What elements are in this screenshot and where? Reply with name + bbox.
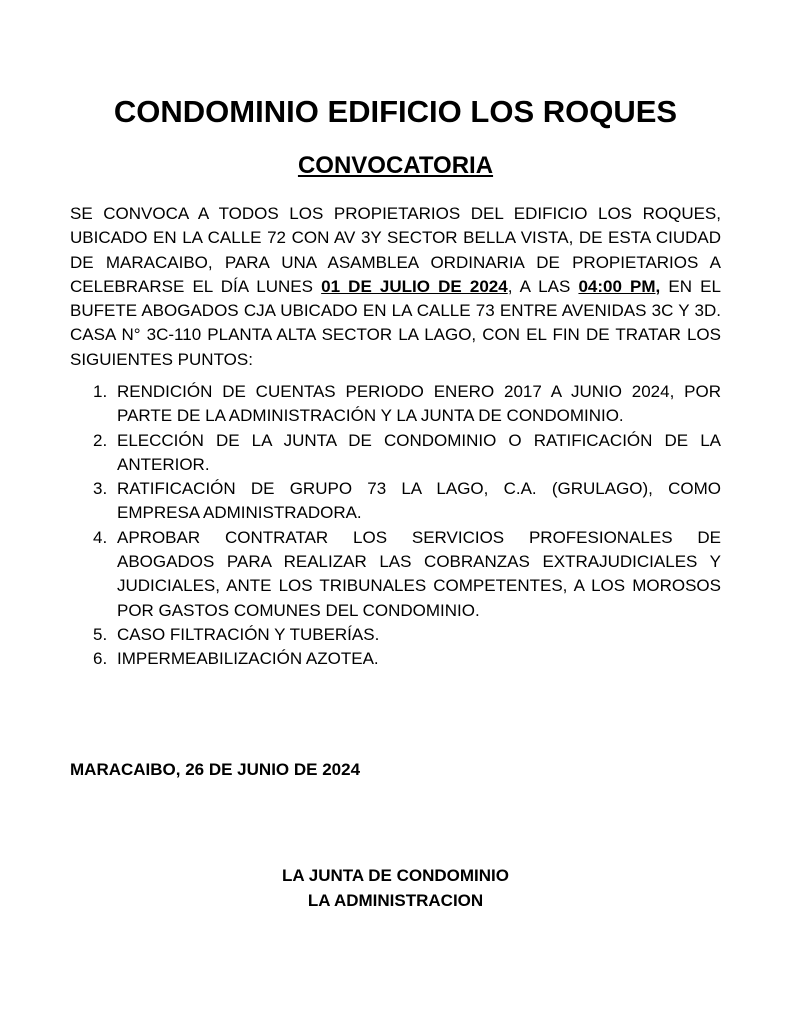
list-item <box>72 429 721 478</box>
list-item-number: 1. <box>93 382 108 401</box>
list-item-text: ELECCIÓN DE LA JUNTA DE CONDOMINIO O RATIFICACIÓN DE LA ANTERIOR. <box>117 430 721 474</box>
list-item-number: 4. <box>93 527 108 547</box>
list-item-text: RATIFICACIÓN DE GRUPO 73 LA LAGO, C.A. (GRULAGO), COMO EMPRESA ADMINISTRADORA. <box>117 479 721 523</box>
list-item-number: 6. <box>93 649 108 669</box>
agenda-list <box>72 380 721 672</box>
intro-paragraph <box>70 202 721 372</box>
list-item <box>72 526 721 623</box>
list-item-number: 2. <box>93 430 108 450</box>
intro-text-1: SE CONVOCA A TODOS LOS PROPIETARIOS DEL EDIFICIO LOS ROQUES, UBICADO EN LA CALLE 72 CON AV 3Y SECTOR BELLA VISTA, DE ESTA CIUDAD DE MARACAIBO, PARA UNA ASAMBLEA ORDINARIA DE PROPIETARIOS A CELEBRARSE EL DÍA LUNES <box>70 204 721 296</box>
place-date: MARACAIBO, 26 DE JUNIO DE 2024 <box>70 760 361 779</box>
list-item <box>72 477 721 526</box>
meeting-date: 01 DE JULIO DE 2024 <box>321 276 508 296</box>
meeting-time: 04:00 PM, <box>578 276 661 296</box>
list-item-text: IMPERMEABILIZACIÓN AZOTEA. <box>117 649 379 669</box>
list-item-number: 3. <box>93 479 108 499</box>
list-item-text: APROBAR CONTRATAR LOS SERVICIOS PROFESIONALES DE ABOGADOS PARA REALIZAR LAS COBRANZAS EXTRAJUDICIALES Y JUDICIALES, ANTE LOS TRIBUNALES COMPETENTES, A LOS MOROSOS POR GASTOS COMUNES DEL CONDOMINIO. <box>117 527 721 620</box>
list-item-number: 5. <box>93 624 108 644</box>
signature-line-administracion: LA ADMINISTRACION <box>307 890 484 910</box>
list-item <box>72 623 721 647</box>
document-title: CONDOMINIO EDIFICIO LOS ROQUES <box>113 94 678 129</box>
list-item-text: CASO FILTRACIÓN Y TUBERÍAS. <box>117 624 380 644</box>
intro-text-2: , A LAS <box>507 276 579 296</box>
list-item-text: RENDICIÓN DE CUENTAS PERIODO ENERO 2017 A JUNIO 2024, POR PARTE DE LA ADMINISTRACIÓN Y LA JUNTA DE CONDOMINIO. <box>117 382 721 426</box>
signature-block <box>0 864 791 913</box>
list-item <box>72 647 721 671</box>
signature-line-junta: LA JUNTA DE CONDOMINIO <box>282 866 509 885</box>
intro-text-3: EN EL BUFETE ABOGADOS CJA UBICADO EN LA CALLE 73 ENTRE AVENIDAS 3C Y 3D. CASA N° 3C-110 PLANTA ALTA SECTOR LA LAGO, CON EL FIN DE TRATAR LOS SIGUIENTES PUNTOS: <box>70 276 721 369</box>
document-subtitle: CONVOCATORIA <box>297 152 494 179</box>
list-item <box>72 380 721 429</box>
